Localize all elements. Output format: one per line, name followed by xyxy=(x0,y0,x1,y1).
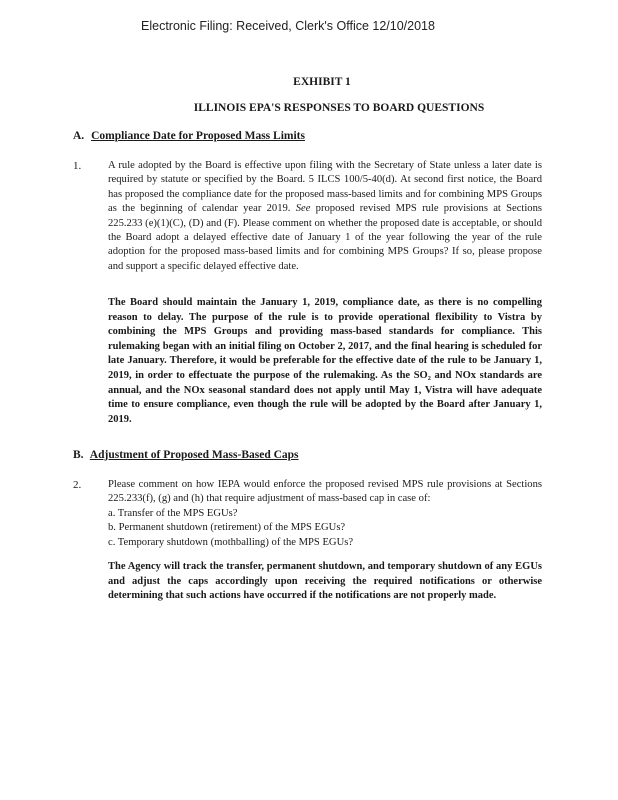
question-2-intro: Please comment on how IEPA would enforce the proposed revised MPS rule provisions at Sections 225.233(f), (g) and (h) that require adjustment of mass-based cap in case of: xyxy=(108,479,542,505)
answer-1-text: The Board should maintain the January 1, 2019, compliance date, as there is no compelling reason to delay. The purpose of the rule is to provide operational flexibility to Vistra by combining the MPS Groups and providing mass-based standards for compliance. This rulemaking began with an initial filing on October 2, 2017, and the final hearing is scheduled for late January. Therefore, it would be preferable for the effective date of the rule to be January 1, 2019, in order to effectuate the purpose of the rulemaking. As the SO₂ and NOx standards are annual, and the NOx seasonal standard does not apply until May 1, Vistra will have adequate time to ensure compliance, even though the rule will be adopted by the Board after January 1, 2019. xyxy=(108,297,542,425)
answer-2-text: The Agency will track the transfer, permanent shutdown, and temporary shutdown of any EGUs and adjust the caps accordingly upon receiving the required notifications or otherwise determining that such actions have occurred if the notifications are not properly made. xyxy=(108,561,542,602)
document-title: ILLINOIS EPA'S RESPONSES TO BOARD QUESTIONS xyxy=(193,102,485,114)
question-2-item-c: c. Temporary shutdown (mothballing) of the MPS EGUs? xyxy=(108,536,354,548)
question-2-item-b: b. Permanent shutdown (retirement) of the MPS EGUs? xyxy=(108,522,346,534)
question-1-part1: A rule adopted by the Board is effective upon filing with the Secretary of State unless a later date is required by statute or specified by the Board. 5 ILCS 100/5-40(d). At second first notice, the Board has proposed the compliance date for the proposed mass-based limits and for combining MPS Groups as the beginning of calendar year 2019. xyxy=(108,160,542,215)
question-1-see: See xyxy=(295,203,311,215)
question-1-number: 1. xyxy=(73,160,82,172)
section-b-title: Adjustment of Proposed Mass-Based Caps xyxy=(89,449,299,461)
question-2-text xyxy=(108,478,542,550)
question-2-item-a: a. Transfer of the MPS EGUs? xyxy=(108,507,238,519)
section-b-letter: B. xyxy=(73,449,84,461)
section-a-letter: A. xyxy=(73,130,85,142)
question-2-number: 2. xyxy=(73,479,82,491)
filing-stamp: Electronic Filing: Received, Clerk's Office 12/10/2018 xyxy=(141,19,435,33)
question-1-text xyxy=(108,159,542,274)
section-a-title: Compliance Date for Proposed Mass Limits xyxy=(91,130,305,142)
exhibit-label: EXHIBIT 1 xyxy=(293,76,351,88)
question-1-part2: proposed revised MPS rule provisions at Sections 225.233 (e)(1)(C), (D) and (F). Please comment on whether the proposed date is acceptable, or should the Board adopt a delayed effective date of January 1 of the year following the year of the rule adoption for the proposed mass-based limits and for combining MPS Groups? If so, please propose and support a specific delayed effective date. xyxy=(108,203,542,272)
section-a-heading xyxy=(73,130,305,142)
section-b-heading xyxy=(73,449,299,461)
